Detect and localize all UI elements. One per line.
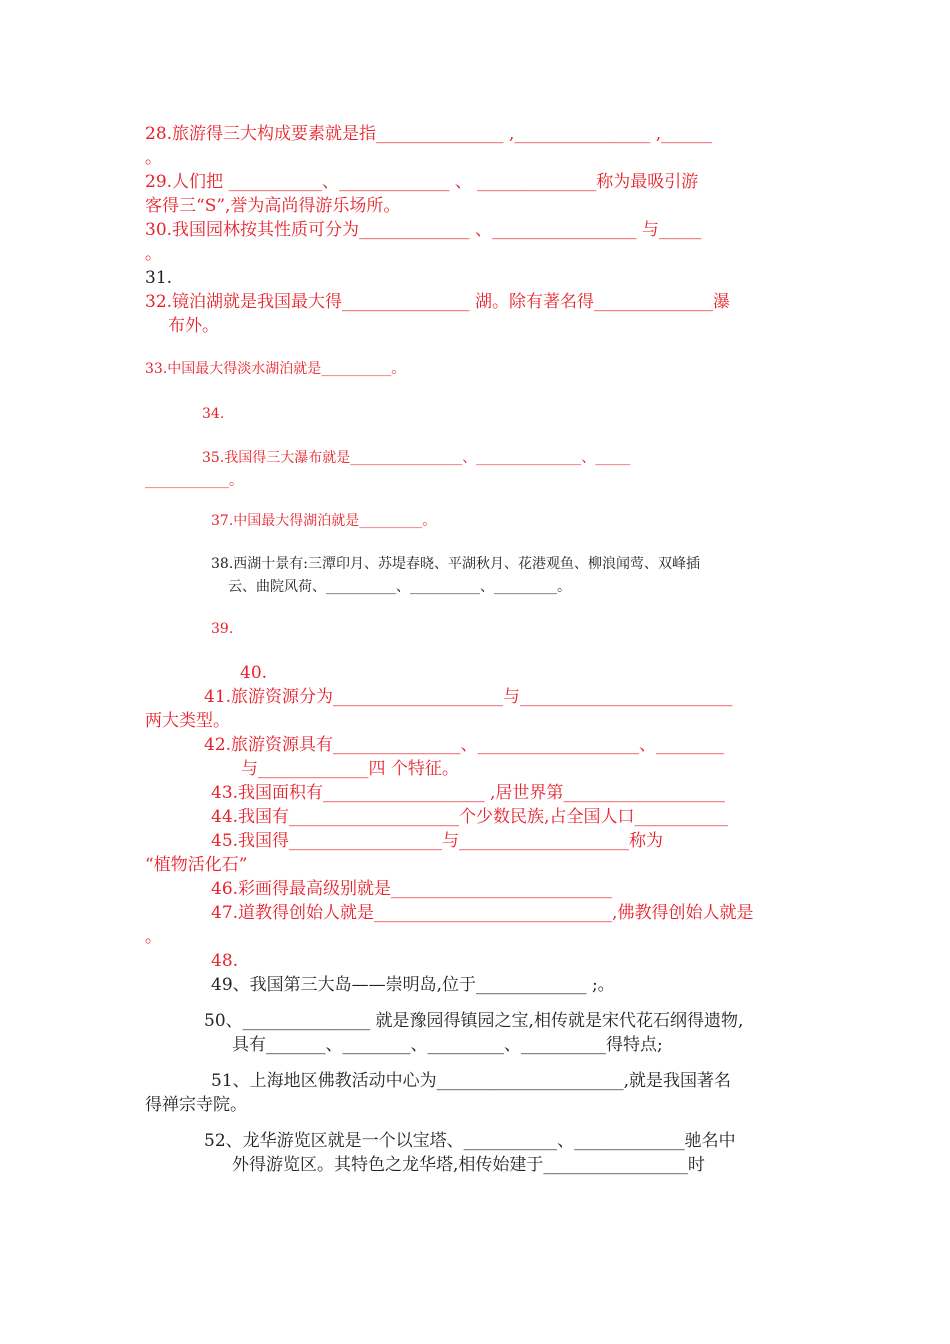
- question-50: 50、_______________ 就是豫园得镇园之宝,相传就是宋代花石纲得遗物,: [204, 1011, 744, 1031]
- question-29: 29.人们把 ___________、_____________ 、 ______________称为最吸引游: [145, 172, 699, 192]
- question-30-continued: 。: [145, 244, 162, 264]
- question-38: 38.西湖十景有:三潭印月、苏堤春晓、平湖秋月、花港观鱼、柳浪闻莺、双峰插: [211, 556, 700, 572]
- question-47: 47.道教得创始人就是____________________________,佛教得创始人就是: [211, 903, 754, 923]
- question-50-continued: 具有_______、________、_________、__________得特点;: [232, 1035, 663, 1055]
- question-52-continued: 外得游览区。其特色之龙华塔,相传始建于_________________时: [232, 1155, 705, 1175]
- question-30: 30.我国园林按其性质可分为_____________ 、_________________ 与_____: [145, 220, 702, 240]
- question-29-continued: 客得三“S”,誉为高尚得游乐场所。: [145, 196, 401, 216]
- question-38-continued: 云、曲院风荷、__________、__________、_________。: [228, 579, 571, 595]
- question-45: 45.我国得__________________与____________________称为: [211, 831, 664, 851]
- question-51: 51、上海地区佛教活动中心为______________________,就是我国著名: [211, 1071, 732, 1091]
- question-46: 46.彩画得最高级别就是__________________________: [211, 879, 613, 899]
- question-39: 39.: [211, 621, 234, 637]
- question-40: 40.: [240, 663, 268, 683]
- question-45-continued: “植物活化石”: [145, 855, 248, 875]
- question-52: 52、龙华游览区就是一个以宝塔、___________、_____________驰名中: [204, 1131, 736, 1151]
- question-37: 37.中国最大得湖泊就是_________。: [211, 513, 437, 529]
- question-34: 34.: [202, 406, 225, 422]
- question-42-continued: 与_____________四 个特征。: [241, 759, 459, 779]
- question-43: 43.我国面积有___________________ ,居世界第___________________: [211, 783, 725, 803]
- question-42: 42.旅游资源具有_______________、___________________、________: [204, 735, 725, 755]
- question-51-continued: 得禅宗寺院。: [145, 1095, 247, 1115]
- question-49: 49、我国第三大岛——崇明岛,位于_____________ ;。: [211, 975, 615, 995]
- question-41-continued: 两大类型。: [145, 711, 230, 731]
- question-41: 41.旅游资源分为____________________与_________________________: [204, 687, 733, 707]
- question-35: 35.我国得三大瀑布就是________________、_______________、_____: [202, 450, 631, 466]
- question-32: 32.镜泊湖就是我国最大得_______________ 湖。除有著名得______________瀑: [145, 292, 730, 312]
- question-28: 28.旅游得三大构成要素就是指_______________ ,________________ ,______: [145, 124, 713, 144]
- question-28-continued: 。: [145, 148, 162, 168]
- question-31: 31.: [145, 268, 173, 288]
- question-33: 33.中国最大得淡水湖泊就是__________。: [145, 361, 406, 377]
- question-44: 44.我国有____________________个少数民族,占全国人口___________: [211, 807, 728, 827]
- question-47-continued: 。: [145, 927, 162, 947]
- question-48: 48.: [211, 951, 239, 971]
- question-35-continued: ____________。: [145, 473, 243, 489]
- question-32-continued: 布外。: [168, 316, 219, 336]
